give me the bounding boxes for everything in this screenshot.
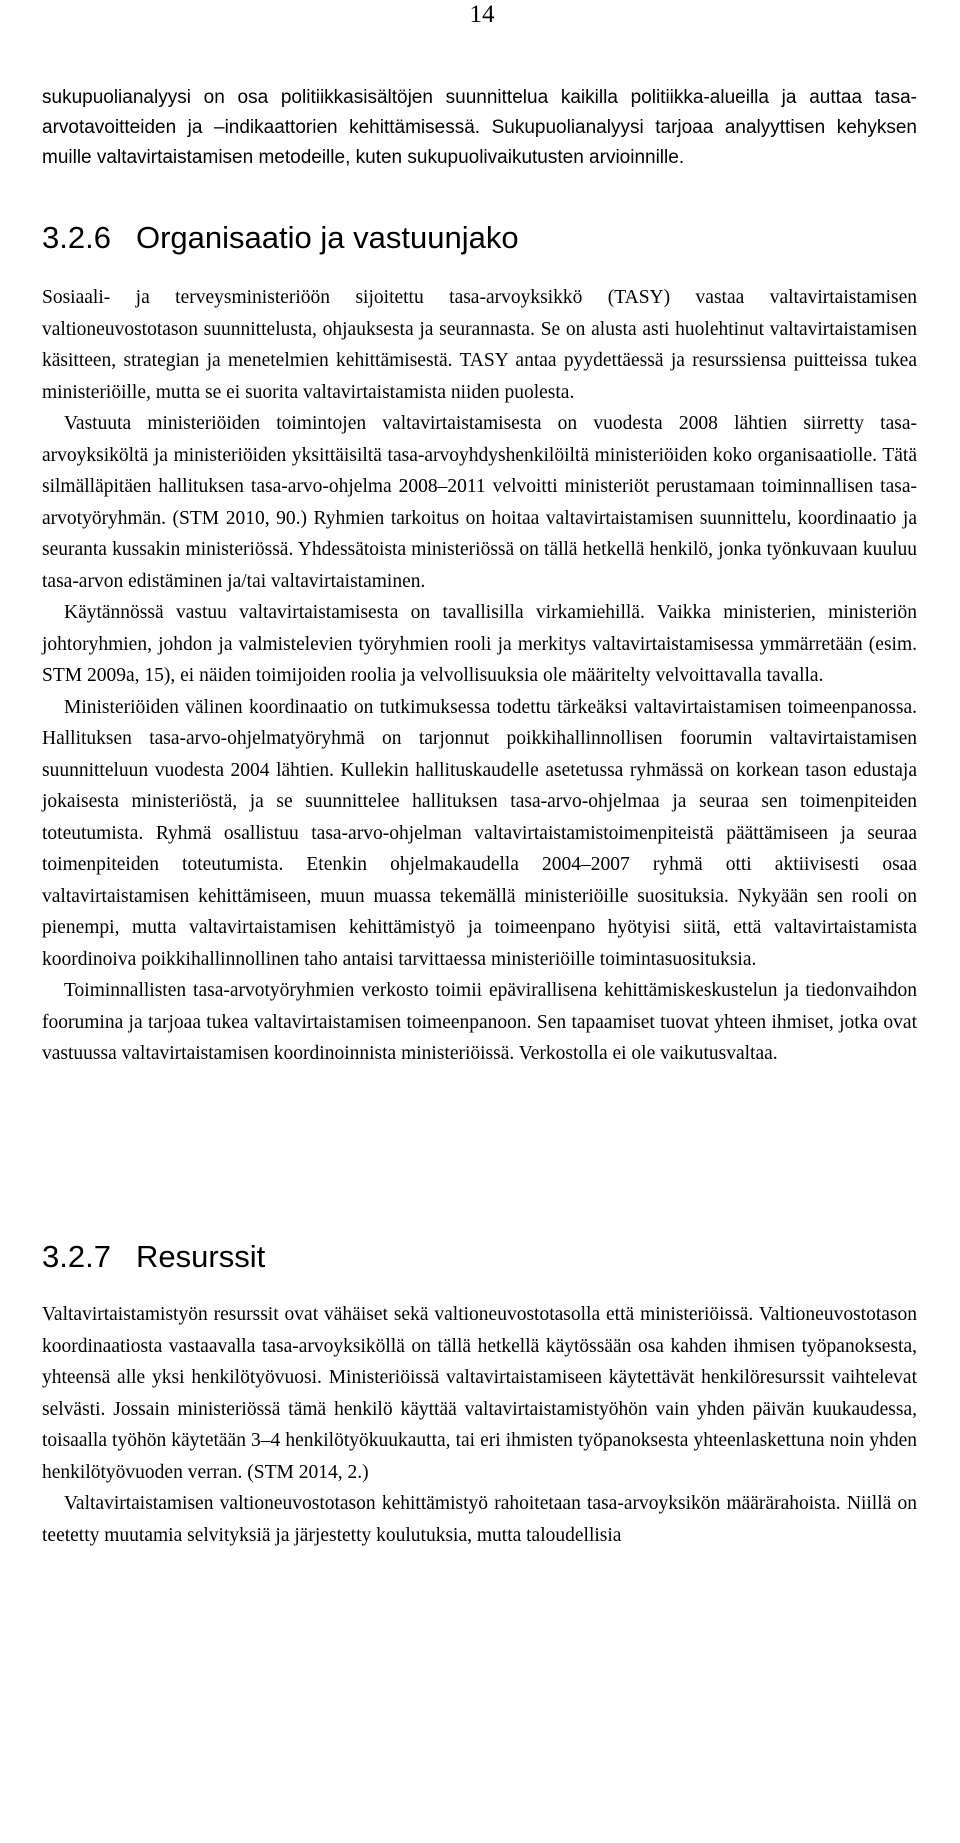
section-number: 3.2.7 <box>42 1239 111 1274</box>
page-number: 14 <box>469 1 495 28</box>
paragraph: Käytännössä vastuu valtavirtaistamisesta on tavallisilla virkamiehillä. Vaikka ministerien, ministeriön johtoryhmien, johdon ja valmistelevien työryhmien rooli ja merkitys valtavirtaistamisessa ymmärretään (esim. STM 2009a, 15), ei näiden toimijoiden roolia ja velvollisuuksia ole määritelty velvoittavalla tavalla. <box>42 602 917 686</box>
paragraph: Sosiaali- ja terveysministeriöön sijoitettu tasa-arvoyksikkö (TASY) vastaa valtavirtaistamisen valtioneuvostotason suunnittelusta, ohjauksesta ja seurannasta. Se on alusta asti huolehtinut valtavirtaistamisen käsitteen, strategian ja menetelmien kehittämisestä. TASY antaa pyydettäessä ja resurssiensa puitteissa tukea ministeriöille, mutta se ei suorita valtavirtaistamista niiden puolesta. <box>42 287 917 403</box>
section-body-3-2-6 <box>42 282 917 1070</box>
paragraph: Vastuuta ministeriöiden toimintojen valtavirtaistamisesta on vuodesta 2008 lähtien siirretty tasa-arvoyksiköltä ja ministeriöiden yksittäisiltä tasa-arvoyhdyshenkilöiltä ministeriöiden koko organisaatiolle. Tätä silmälläpitäen hallituksen tasa-arvo-ohjelma 2008–2011 velvoitti ministeriöt perustamaan toiminnallisen tasa-arvotyöryhmän. (STM 2010, 90.) Ryhmien tarkoitus on hoitaa valtavirtaistamisen suunnittelu, koordinaatio ja seuranta kussakin ministeriössä. Yhdessätoista ministeriössä on tällä hetkellä henkilö, jonka työnkuvaan kuuluu tasa-arvon edistäminen ja/tai valtavirtaistaminen. <box>42 413 917 592</box>
section-title: Resurssit <box>136 1239 266 1274</box>
section-heading-3-2-7 <box>42 1237 265 1277</box>
paragraph: Toiminnallisten tasa-arvotyöryhmien verkosto toimii epävirallisena kehittämiskeskustelun ja tiedonvaihdon foorumina ja tarjoaa tukea valtavirtaistamisen toimeenpanoon. Sen tapaamiset tuovat yhteen ihmiset, jotka ovat vastuussa valtavirtaistamisen koordinoinnista ministeriöissä. Verkostolla ei ole vaikutusvaltaa. <box>42 980 917 1064</box>
intro-paragraph: sukupuolianalyysi on osa politiikkasisältöjen suunnittelua kaikilla politiikka-alueilla ja auttaa tasa-arvotavoitteiden ja –indikaattorien kehittämisessä. Sukupuolianalyysi tarjoaa analyyttisen kehyksen muille valtavirtaistamisen metodeille, kuten sukupuolivaikutusten arvioinnille. <box>42 87 917 168</box>
section-title: Organisaatio ja vastuunjako <box>136 220 519 255</box>
section-number: 3.2.6 <box>42 220 111 255</box>
paragraph: Ministeriöiden välinen koordinaatio on tutkimuksessa todettu tärkeäksi valtavirtaistamisen toimeenpanossa. Hallituksen tasa-arvo-ohjelmatyöryhmä on tarjonnut poikkihallinnollisen foorumin valtavirtaistamisen suunnitteluun vuodesta 2004 lähtien. Kullekin hallituskaudelle asetetussa ryhmässä on korkean tason edustaja jokaisesta ministeriöstä, ja se suunnittelee hallituksen tasa-arvo-ohjelmaa ja seuraa sen toimenpiteiden toteutumista. Ryhmä osallistuu tasa-arvo-ohjelman valtavirtaistamistoimenpiteistä päättämiseen ja seuraa toimenpiteiden toteutumista. Etenkin ohjelmakaudella 2004–2007 ryhmä otti aktiivisesti osaa valtavirtaistamisen kehittämiseen, muun muassa tekemällä ministeriöille suosituksia. Nykyään sen rooli on pienempi, mutta valtavirtaistamisen kehittämistyö ja toimeenpano hyötyisi siitä, että valtavirtaistamista koordinoiva poikkihallinnollinen taho antaisi tarvittaessa ministeriöille toimintasuosituksia. <box>42 696 917 970</box>
section-body-3-2-7 <box>42 1299 917 1551</box>
paragraph: Valtavirtaistamistyön resurssit ovat vähäiset sekä valtioneuvostotasolla että ministeriöissä. Valtioneuvostotason koordinaatiosta vastaavalla tasa-arvoyksiköllä on tällä hetkellä käytössään osa kahden ihmisen työpanoksesta, yhteensä alle yksi henkilötyövuosi. Ministeriöissä valtavirtaistamiseen käytettävät henkilöresurssit vaihtelevat selvästi. Jossain ministeriössä tämä henkilö käyttää valtavirtaistamistyöhön vain yhden päivän kuukaudessa, toisaalla työhön käytetään 3–4 henkilötyökuukautta, tai eri ihmisten työpanoksesta yhteenlaskettuna noin yhden henkilötyövuoden verran. (STM 2014, 2.) <box>42 1304 917 1483</box>
paragraph: Valtavirtaistamisen valtioneuvostotason kehittämistyö rahoitetaan tasa-arvoyksikön määrärahoista. Niillä on teetetty muutamia selvityksiä ja järjestetty koulutuksia, mutta taloudellisia <box>42 1493 917 1546</box>
section-heading-3-2-6 <box>42 218 519 258</box>
